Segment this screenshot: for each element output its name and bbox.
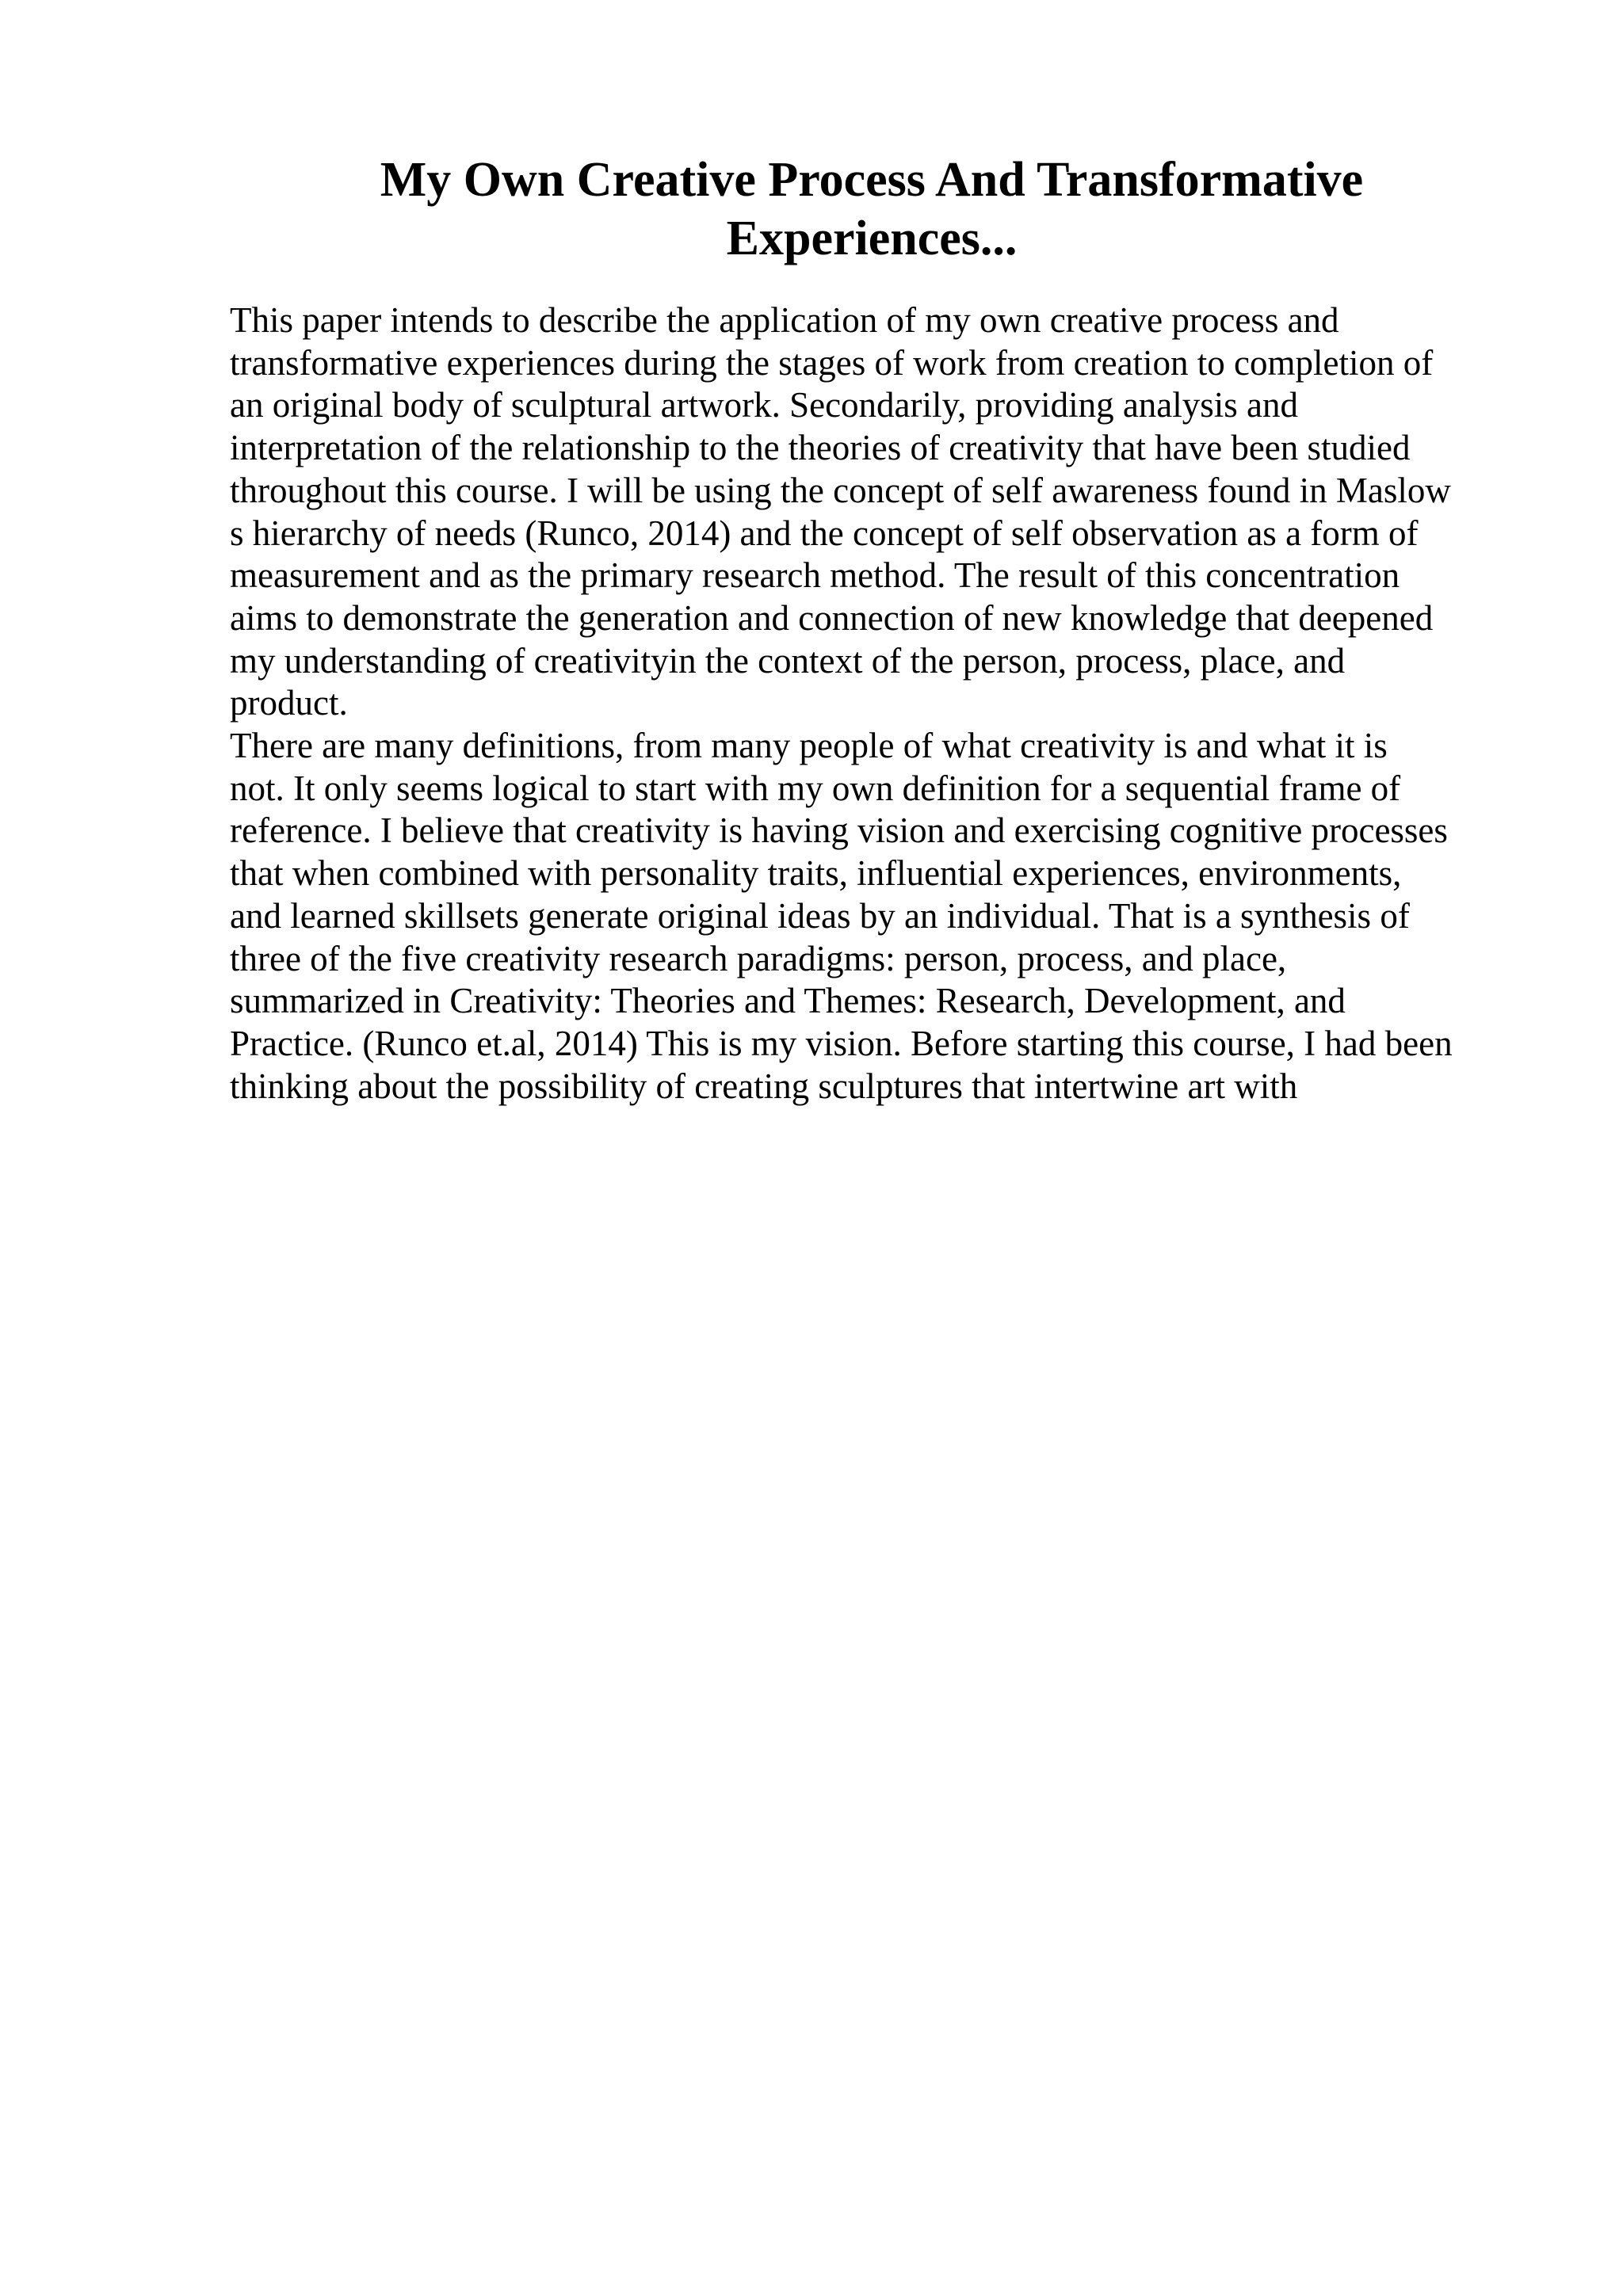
body-line: transformative experiences during the stages of work from creation to completion of	[230, 342, 1434, 383]
body-line: There are many definitions, from many people of what creativity is and what it is	[230, 726, 1388, 766]
body-line: summarized in Creativity: Theories and Themes: Research, Development, and	[230, 981, 1346, 1021]
body-text	[230, 299, 1529, 1108]
body-line: interpretation of the relationship to the theories of creativity that have been studied	[230, 428, 1411, 468]
body-line: not. It only seems logical to start with my own definition for a sequential frame of	[230, 768, 1401, 808]
body-line: s hierarchy of needs (Runco, 2014) and the concept of self observation as a form of	[230, 513, 1419, 553]
body-line: This paper intends to describe the application of my own creative process and	[230, 300, 1339, 340]
body-line: that when combined with personality traits, influential experiences, environments,	[230, 853, 1402, 894]
body-line: reference. I believe that creativity is having vision and exercising cognitive processes	[230, 810, 1448, 851]
body-line: thinking about the possibility of creating sculptures that intertwine art with	[230, 1066, 1298, 1106]
body-line: an original body of sculptural artwork. Secondarily, providing analysis and	[230, 385, 1299, 425]
body-line: my understanding of creativityin the context of the person, process, place, and	[230, 640, 1346, 681]
body-line: aims to demonstrate the generation and connection of new knowledge that deepened	[230, 597, 1434, 638]
body-line: measurement and as the primary research method. The result of this concentration	[230, 555, 1400, 596]
page-title	[317, 151, 1426, 268]
body-line: and learned skillsets generate original ideas by an individual. That is a synthesis of	[230, 895, 1410, 936]
title-line: My Own Creative Process And Transformative	[380, 153, 1364, 207]
body-line: three of the five creativity research paradigms: person, process, and place,	[230, 938, 1287, 978]
body-line: Practice. (Runco et.al, 2014) This is my vision. Before starting this course, I had been	[230, 1023, 1453, 1063]
title-line: Experiences...	[726, 212, 1018, 265]
body-line: throughout this course. I will be using the concept of self awareness found in Maslow	[230, 470, 1451, 510]
body-line: product.	[230, 683, 348, 723]
